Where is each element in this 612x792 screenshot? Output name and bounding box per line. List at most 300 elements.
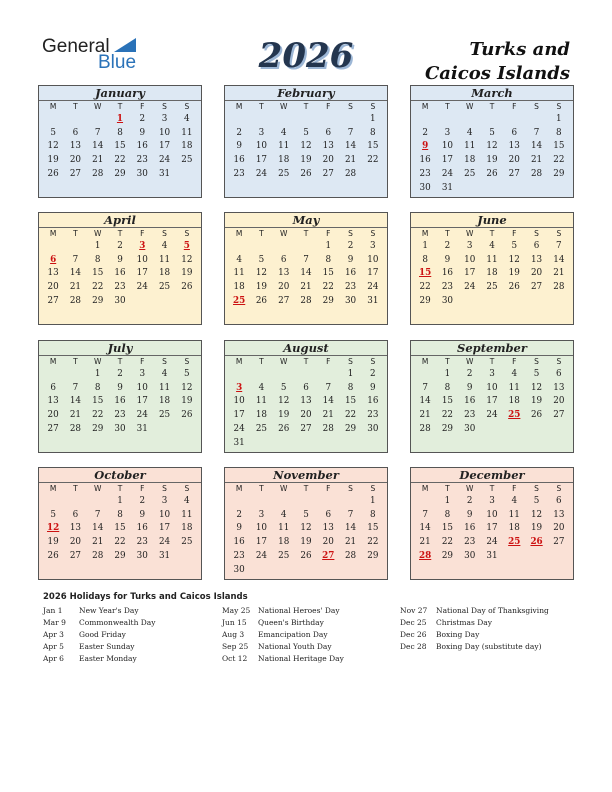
day-empty	[273, 368, 295, 382]
day-cell: 21	[69, 410, 82, 421]
day-cell: 9	[370, 382, 376, 393]
weekday-label: F	[326, 484, 331, 493]
day-cell: 14	[553, 254, 565, 265]
day-cell: 30	[114, 423, 126, 434]
day-cell: 3	[370, 241, 376, 251]
holiday-row	[222, 605, 344, 617]
weekday-label: T	[73, 102, 78, 111]
holiday-day-cell: 25	[508, 537, 521, 548]
day-empty	[317, 113, 339, 127]
day-cell: 5	[50, 127, 56, 138]
day-cell: 24	[486, 410, 498, 421]
day-empty	[503, 113, 525, 127]
day-cell: 26	[181, 282, 193, 293]
day-cell: 21	[344, 537, 357, 548]
day-cell: 15	[114, 141, 126, 152]
holiday-day-cell: 26	[530, 537, 543, 548]
weekday-label: W	[465, 229, 474, 238]
day-cell: 6	[325, 509, 332, 520]
weekday-label: T	[303, 484, 309, 493]
weekday-header	[411, 228, 573, 240]
month-title: January	[39, 86, 201, 101]
holiday-name: Commonwealth Day	[79, 618, 156, 627]
weekday-label: T	[303, 229, 309, 238]
day-cell: 27	[278, 295, 290, 306]
day-cell: 15	[441, 523, 454, 534]
day-cell: 10	[367, 254, 379, 265]
weekday-label: F	[140, 229, 145, 238]
weekday-label: S	[370, 102, 376, 111]
country-line-1: Turks and	[469, 39, 570, 60]
day-cell: 16	[419, 155, 431, 166]
day-cell: 7	[94, 127, 101, 138]
day-cell: 3	[161, 496, 168, 506]
weekday-header	[411, 356, 573, 368]
day-cell: 4	[280, 509, 287, 520]
day-cell: 25	[181, 155, 193, 166]
day-cell: 11	[464, 141, 476, 152]
day-empty	[64, 113, 86, 127]
day-cell: 28	[92, 550, 104, 561]
day-cell: 27	[69, 550, 82, 561]
day-empty	[317, 368, 339, 382]
day-cell: 20	[69, 155, 82, 166]
weekday-label: T	[303, 357, 309, 366]
weekday-label: S	[534, 229, 539, 238]
day-cell: 23	[419, 168, 431, 179]
day-cell: 13	[508, 141, 520, 152]
day-empty	[228, 368, 250, 382]
weekday-label: M	[421, 357, 429, 366]
day-cell: 25	[278, 550, 290, 561]
weekday-label: S	[348, 357, 353, 366]
day-cell: 10	[233, 396, 245, 407]
day-cell: 12	[300, 141, 312, 152]
day-cell: 6	[533, 241, 540, 251]
weekday-label: S	[370, 357, 376, 366]
holiday-day-cell: 28	[419, 550, 432, 561]
day-cell: 17	[486, 396, 498, 407]
day-cell: 12	[181, 382, 193, 393]
day-cell: 3	[258, 127, 265, 138]
day-cell: 18	[278, 537, 290, 548]
day-cell: 10	[486, 382, 498, 393]
weekday-label: T	[259, 229, 264, 238]
weekday-label: W	[93, 484, 102, 493]
day-cell: 5	[303, 127, 309, 138]
day-cell: 19	[530, 523, 543, 534]
day-cell: 18	[181, 523, 193, 534]
holiday-date: Jun 15	[222, 618, 247, 627]
day-cell: 7	[347, 509, 354, 520]
month-june	[410, 212, 574, 325]
day-grid	[39, 240, 201, 309]
day-empty	[87, 113, 109, 127]
weekday-label: S	[184, 484, 190, 493]
day-cell: 10	[158, 127, 171, 138]
day-cell: 7	[72, 254, 79, 265]
holiday-date: Dec 25	[400, 618, 427, 627]
day-cell: 29	[344, 423, 357, 434]
month-title: December	[411, 468, 573, 483]
day-cell: 28	[69, 295, 82, 306]
logo-triangle-icon	[114, 38, 136, 52]
day-cell: 19	[278, 410, 290, 421]
day-cell: 11	[278, 141, 290, 152]
day-cell: 13	[553, 382, 565, 393]
day-cell: 26	[530, 410, 543, 421]
weekday-label: W	[465, 484, 474, 493]
day-cell: 17	[158, 141, 171, 152]
weekday-label: M	[49, 102, 57, 111]
day-empty	[64, 495, 86, 509]
day-cell: 16	[464, 523, 476, 534]
day-cell: 5	[50, 509, 56, 520]
day-cell: 9	[139, 509, 146, 520]
day-cell: 21	[92, 155, 104, 166]
day-cell: 6	[325, 127, 332, 138]
day-cell: 25	[464, 168, 476, 179]
day-cell: 24	[464, 282, 476, 293]
day-cell: 19	[47, 155, 59, 166]
weekday-label: S	[534, 102, 539, 111]
day-cell: 2	[236, 127, 242, 138]
logo-general-text: General	[42, 36, 110, 57]
day-cell: 19	[300, 537, 312, 548]
day-cell: 11	[508, 509, 520, 520]
day-cell: 28	[344, 550, 357, 561]
day-cell: 4	[161, 369, 168, 379]
holiday-name: Good Friday	[79, 630, 126, 639]
day-cell: 13	[47, 396, 59, 407]
day-cell: 4	[511, 496, 518, 506]
day-cell: 2	[347, 241, 354, 251]
day-cell: 6	[72, 509, 79, 520]
day-cell: 23	[464, 410, 476, 421]
holidays-column	[43, 605, 156, 665]
day-cell: 22	[344, 410, 357, 421]
weekday-label: T	[73, 484, 78, 493]
day-cell: 21	[69, 282, 82, 293]
day-cell: 19	[181, 268, 193, 279]
weekday-label: W	[93, 357, 102, 366]
weekday-label: S	[184, 229, 190, 238]
day-cell: 23	[367, 410, 379, 421]
day-cell: 25	[181, 537, 193, 548]
weekday-header	[39, 483, 201, 495]
day-cell: 21	[419, 537, 431, 548]
day-cell: 6	[50, 382, 56, 393]
day-cell: 25	[486, 282, 498, 293]
day-cell: 7	[94, 509, 101, 520]
day-cell: 2	[139, 114, 146, 124]
day-cell: 17	[464, 268, 476, 279]
holiday-row	[43, 641, 156, 653]
day-cell: 15	[114, 523, 126, 534]
holiday-date: Nov 27	[400, 606, 428, 615]
day-grid	[225, 495, 387, 577]
day-cell: 31	[441, 182, 454, 193]
day-cell: 19	[255, 282, 268, 293]
day-cell: 14	[419, 523, 431, 534]
day-cell: 29	[322, 295, 334, 306]
day-cell: 24	[136, 410, 148, 421]
day-cell: 4	[184, 496, 190, 506]
day-cell: 19	[486, 155, 498, 166]
day-cell: 24	[158, 537, 171, 548]
day-empty	[42, 368, 64, 382]
weekday-label: T	[117, 229, 123, 238]
weekday-label: M	[49, 229, 57, 238]
month-title: February	[225, 86, 387, 101]
day-cell: 9	[466, 382, 473, 393]
day-cell: 22	[92, 410, 104, 421]
weekday-label: M	[235, 229, 243, 238]
month-october	[38, 467, 202, 580]
day-cell: 5	[184, 369, 190, 379]
holiday-name: Boxing Day	[436, 630, 480, 639]
day-cell: 27	[553, 410, 565, 421]
weekday-header	[225, 356, 387, 368]
day-cell: 19	[508, 268, 520, 279]
day-cell: 9	[236, 141, 242, 152]
day-cell: 8	[94, 254, 101, 265]
day-cell: 31	[233, 437, 245, 448]
day-cell: 15	[92, 268, 104, 279]
day-cell: 6	[556, 496, 562, 506]
holiday-day-cell: 5	[183, 241, 190, 251]
day-cell: 3	[161, 114, 168, 124]
holiday-date: Sep 25	[222, 642, 249, 651]
day-cell: 19	[47, 537, 59, 548]
day-cell: 28	[344, 168, 357, 179]
day-empty	[295, 113, 317, 127]
weekday-label: W	[93, 102, 102, 111]
day-cell: 31	[158, 550, 171, 561]
day-cell: 17	[158, 523, 171, 534]
day-cell: 30	[441, 295, 454, 306]
day-cell: 27	[530, 282, 543, 293]
day-cell: 12	[47, 141, 59, 152]
day-cell: 3	[258, 509, 265, 520]
holiday-day-cell: 1	[116, 114, 124, 124]
day-cell: 5	[533, 496, 540, 506]
holiday-day-cell: 12	[47, 523, 60, 534]
weekday-header	[411, 101, 573, 113]
holidays-title: 2026 Holidays for Turks and Caicos Islands	[43, 592, 248, 602]
day-cell: 30	[464, 550, 476, 561]
day-cell: 26	[47, 168, 59, 179]
day-cell: 13	[300, 396, 312, 407]
day-grid	[225, 240, 387, 309]
holiday-name: National Day of Thanksgiving	[436, 606, 549, 615]
day-cell: 3	[489, 369, 495, 379]
day-cell: 24	[486, 537, 498, 548]
day-cell: 8	[117, 509, 123, 520]
day-cell: 1	[117, 496, 123, 506]
day-cell: 23	[233, 550, 245, 561]
day-empty	[414, 113, 436, 127]
day-cell: 23	[344, 282, 357, 293]
month-september	[410, 340, 574, 453]
day-cell: 20	[322, 537, 334, 548]
day-cell: 20	[508, 155, 520, 166]
day-cell: 18	[255, 410, 268, 421]
holiday-name: Boxing Day (substitute day)	[436, 642, 542, 651]
day-cell: 20	[47, 282, 59, 293]
day-cell: 10	[255, 523, 268, 534]
day-cell: 28	[553, 282, 565, 293]
weekday-label: F	[326, 229, 331, 238]
day-cell: 16	[136, 523, 148, 534]
day-cell: 20	[278, 282, 290, 293]
month-title: April	[39, 213, 201, 228]
day-cell: 30	[136, 168, 148, 179]
day-cell: 1	[444, 496, 451, 506]
weekday-label: S	[370, 484, 376, 493]
day-empty	[250, 495, 272, 509]
day-cell: 17	[486, 523, 498, 534]
holiday-name: Emancipation Day	[258, 630, 328, 639]
holiday-row	[43, 605, 156, 617]
month-february	[224, 85, 388, 198]
month-january	[38, 85, 202, 198]
day-cell: 4	[466, 127, 473, 138]
day-cell: 15	[441, 396, 454, 407]
month-august	[224, 340, 388, 453]
day-cell: 31	[136, 423, 148, 434]
day-cell: 14	[69, 396, 82, 407]
day-cell: 8	[444, 382, 451, 393]
weekday-label: T	[445, 102, 450, 111]
weekday-label: T	[259, 102, 264, 111]
day-cell: 26	[181, 410, 193, 421]
day-cell: 30	[114, 295, 126, 306]
day-cell: 11	[181, 127, 193, 138]
day-cell: 23	[136, 155, 148, 166]
day-cell: 6	[511, 127, 518, 138]
weekday-label: W	[279, 229, 288, 238]
day-cell: 3	[444, 127, 451, 138]
weekday-label: F	[326, 357, 331, 366]
day-cell: 29	[441, 423, 454, 434]
day-cell: 22	[114, 155, 126, 166]
day-cell: 16	[233, 155, 245, 166]
day-cell: 23	[464, 537, 476, 548]
day-cell: 22	[367, 155, 379, 166]
day-cell: 8	[556, 127, 562, 138]
weekday-label: T	[445, 357, 450, 366]
day-cell: 2	[236, 509, 242, 520]
day-cell: 1	[94, 369, 101, 379]
day-cell: 2	[444, 241, 451, 251]
day-cell: 22	[92, 282, 104, 293]
day-cell: 27	[322, 168, 334, 179]
holiday-day-cell: 27	[322, 550, 335, 561]
day-cell: 3	[466, 241, 473, 251]
day-cell: 17	[136, 268, 148, 279]
holiday-day-cell: 25	[508, 410, 521, 421]
day-cell: 10	[464, 254, 476, 265]
day-cell: 9	[347, 254, 354, 265]
day-cell: 1	[370, 496, 376, 506]
month-march	[410, 85, 574, 198]
weekday-label: T	[117, 484, 123, 493]
holiday-row	[400, 641, 549, 653]
month-title: May	[225, 213, 387, 228]
day-cell: 20	[553, 523, 565, 534]
day-cell: 3	[139, 369, 146, 379]
year-title: 2026	[258, 36, 354, 76]
holiday-date: Oct 12	[222, 654, 248, 663]
day-grid	[225, 368, 387, 450]
day-cell: 10	[136, 254, 148, 265]
weekday-label: S	[184, 357, 190, 366]
day-cell: 11	[181, 509, 193, 520]
day-cell: 11	[233, 268, 245, 279]
day-cell: 31	[158, 168, 171, 179]
day-cell: 24	[136, 282, 148, 293]
day-cell: 18	[181, 141, 193, 152]
holiday-name: National Youth Day	[258, 642, 332, 651]
day-cell: 29	[553, 168, 565, 179]
day-cell: 6	[280, 254, 287, 265]
day-cell: 7	[533, 127, 540, 138]
day-cell: 16	[367, 396, 379, 407]
day-cell: 26	[47, 550, 59, 561]
day-cell: 17	[441, 155, 454, 166]
day-cell: 8	[347, 382, 354, 393]
day-cell: 19	[300, 155, 312, 166]
month-title: July	[39, 341, 201, 356]
day-cell: 10	[486, 509, 498, 520]
day-cell: 1	[422, 241, 428, 251]
day-cell: 24	[255, 550, 268, 561]
weekday-label: W	[93, 229, 102, 238]
weekday-label: W	[279, 484, 288, 493]
day-cell: 23	[136, 537, 148, 548]
day-cell: 12	[486, 141, 498, 152]
day-cell: 12	[530, 382, 543, 393]
day-cell: 26	[255, 295, 268, 306]
day-cell: 17	[255, 537, 268, 548]
day-cell: 7	[556, 241, 562, 251]
day-cell: 9	[117, 254, 123, 265]
generalblue-logo	[42, 36, 152, 72]
day-cell: 12	[530, 509, 543, 520]
day-cell: 10	[158, 509, 171, 520]
day-cell: 8	[370, 127, 376, 138]
day-cell: 5	[533, 369, 540, 379]
day-cell: 7	[72, 382, 79, 393]
holiday-row	[222, 653, 344, 665]
day-cell: 23	[233, 168, 245, 179]
country-line-2: Caicos Islands	[424, 63, 570, 84]
day-cell: 25	[158, 282, 171, 293]
day-cell: 5	[489, 127, 495, 138]
weekday-label: M	[49, 357, 57, 366]
month-title: October	[39, 468, 201, 483]
day-empty	[295, 368, 317, 382]
day-cell: 12	[508, 254, 520, 265]
holiday-name: New Year's Day	[79, 606, 139, 615]
weekday-label: S	[556, 102, 562, 111]
holiday-date: Jan 1	[43, 606, 63, 615]
holiday-name: Easter Sunday	[79, 642, 135, 651]
month-may	[224, 212, 388, 325]
day-empty	[228, 113, 250, 127]
weekday-label: T	[73, 229, 78, 238]
